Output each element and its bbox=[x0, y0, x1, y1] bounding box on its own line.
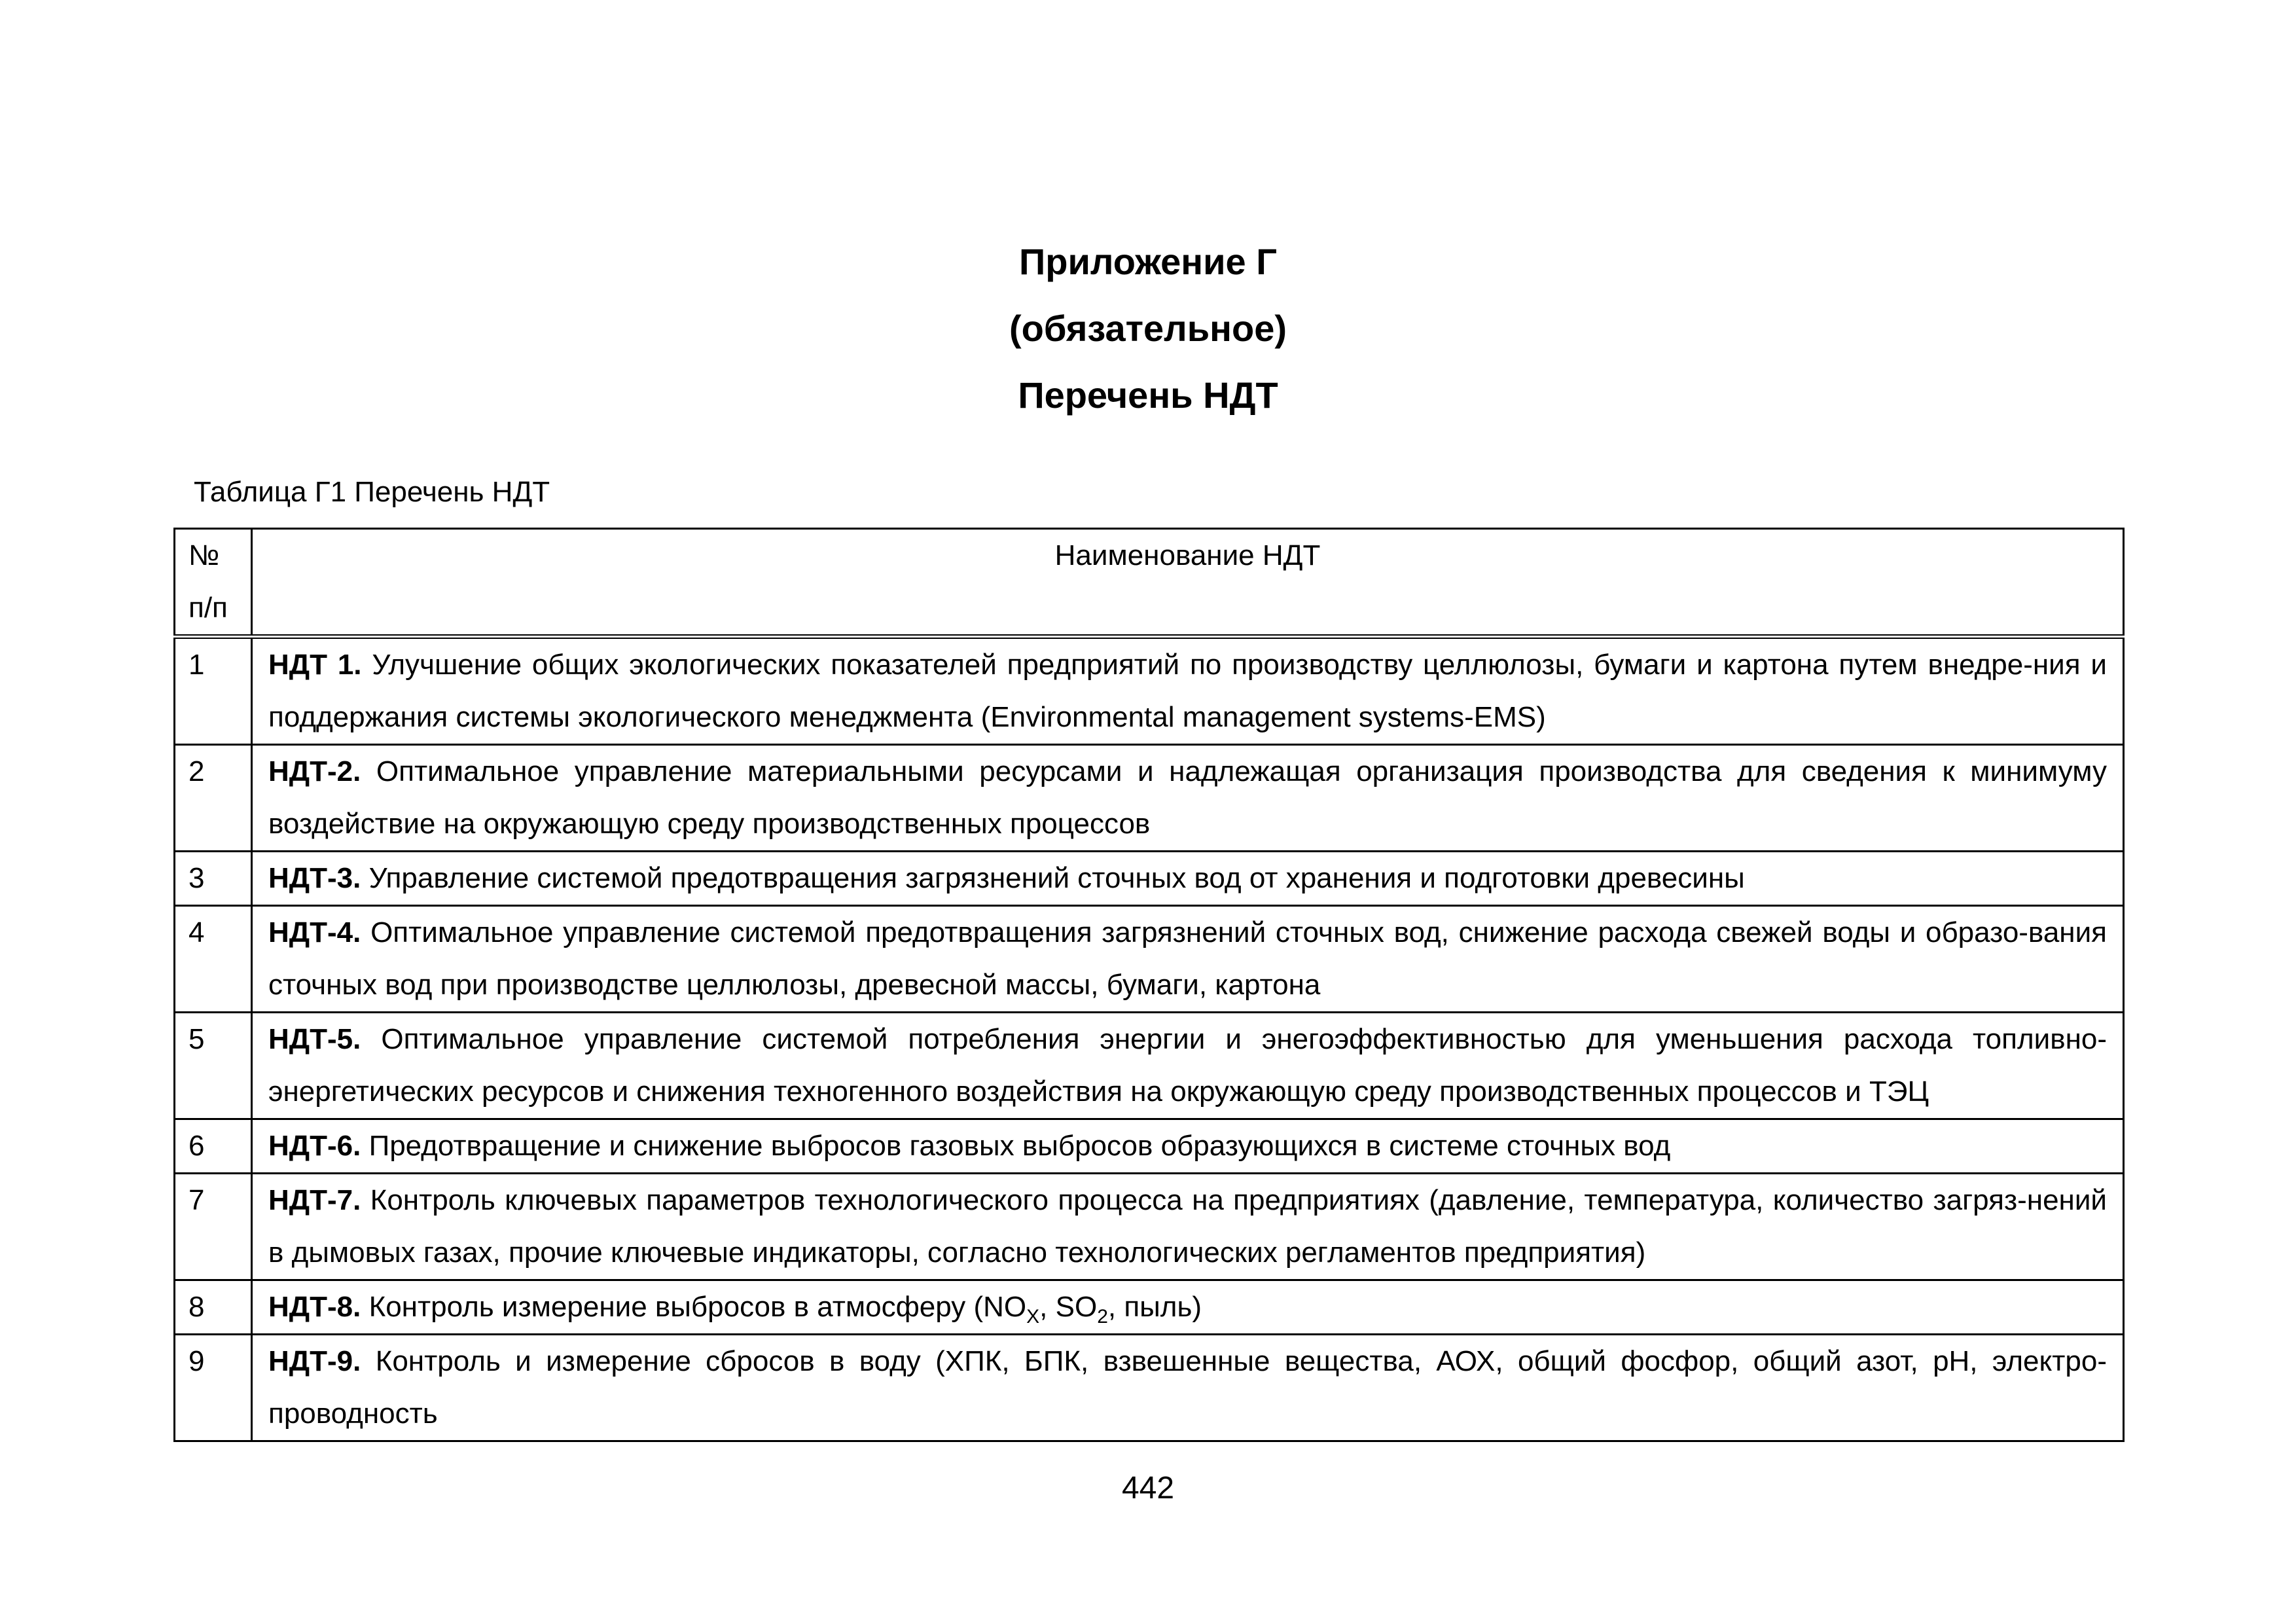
row-description: Предотвращение и снижение выбросов газовых выбросов образующихся в системе сточных вод bbox=[361, 1130, 1671, 1162]
row-number: 8 bbox=[175, 1280, 252, 1335]
row-description: Оптимальное управление материальными ресурсами и надлежащая организация производства для сведения к минимуму воздействие на окружающую среду производственных процессов bbox=[268, 755, 2107, 840]
row-number: 4 bbox=[175, 906, 252, 1013]
table-row bbox=[175, 637, 2124, 745]
ndt-table bbox=[173, 528, 2125, 1442]
subscript: X bbox=[1026, 1305, 1040, 1327]
row-lead: НДТ-2. bbox=[268, 755, 361, 787]
row-number: 7 bbox=[175, 1174, 252, 1280]
table-row bbox=[175, 1280, 2124, 1335]
row-lead: НДТ-6. bbox=[268, 1130, 361, 1162]
row-lead: НДТ-9. bbox=[268, 1345, 361, 1377]
row-description: Оптимальное управление системой потребления энергии и энегоэффективностью для уменьшения расхода топливно-энергетических ресурсов и снижения техногенного воздействия на окружающую среду производственных процессов и ТЭЦ bbox=[268, 1023, 2107, 1108]
row-description: Управление системой предотвращения загрязнений сточных вод от хранения и подготовки древесины bbox=[361, 862, 1745, 894]
row-text bbox=[252, 906, 2124, 1013]
table-row bbox=[175, 906, 2124, 1013]
row-description: Контроль ключевых параметров технологического процесса на предприятиях (давление, температура, количество загряз-нений в дымовых газах, прочие ключевые индикаторы, согласно технологических регламентов предприятия) bbox=[268, 1184, 2107, 1269]
row-number: 2 bbox=[175, 745, 252, 852]
table-row bbox=[175, 1174, 2124, 1280]
table-row bbox=[175, 852, 2124, 906]
row-description: Контроль и измерение сбросов в воду (ХПК, БПК, взвешенные вещества, АОХ, общий фосфор, общий азот, pH, электро-проводность bbox=[268, 1345, 2107, 1430]
row-text bbox=[252, 852, 2124, 906]
row-lead: НДТ-5. bbox=[268, 1023, 361, 1055]
row-description-part: Контроль измерение выбросов в атмосферу (NO bbox=[361, 1291, 1027, 1323]
row-number: 5 bbox=[175, 1013, 252, 1119]
row-text bbox=[252, 745, 2124, 852]
row-number: 3 bbox=[175, 852, 252, 906]
table-row bbox=[175, 1335, 2124, 1441]
row-number: 6 bbox=[175, 1119, 252, 1174]
table-header-row bbox=[175, 529, 2124, 637]
table-caption: Таблица Г1 Перечень НДТ bbox=[194, 476, 550, 508]
row-lead: НДТ-4. bbox=[268, 916, 361, 948]
row-text bbox=[252, 1119, 2124, 1174]
row-text bbox=[252, 1335, 2124, 1441]
row-number: 1 bbox=[175, 637, 252, 745]
appendix-status: (обязательное) bbox=[1009, 308, 1287, 349]
row-text bbox=[252, 637, 2124, 745]
page-number: 442 bbox=[1121, 1471, 1175, 1506]
row-description-part: , SO bbox=[1039, 1291, 1098, 1323]
row-text bbox=[252, 1174, 2124, 1280]
row-text bbox=[252, 1280, 2124, 1335]
row-lead: НДТ-3. bbox=[268, 862, 361, 894]
row-description: Оптимальное управление системой предотвращения загрязнений сточных вод, снижение расхода свежей воды и образо-вания сточных вод при производстве целлюлозы, древесной массы, бумаги, картона bbox=[268, 916, 2107, 1001]
row-lead: НДТ 1. bbox=[268, 649, 362, 681]
table-row bbox=[175, 1119, 2124, 1174]
row-description-part: , пыль) bbox=[1107, 1291, 1202, 1323]
appendix-subject: Перечень НДТ bbox=[1018, 374, 1278, 416]
subscript: 2 bbox=[1097, 1305, 1108, 1327]
appendix-title: Приложение Г bbox=[1019, 241, 1277, 282]
row-lead: НДТ-8. bbox=[268, 1291, 361, 1323]
row-number: 9 bbox=[175, 1335, 252, 1441]
row-text bbox=[252, 1013, 2124, 1119]
table-row bbox=[175, 745, 2124, 852]
row-lead: НДТ-7. bbox=[268, 1184, 361, 1216]
column-header-name: Наименование НДТ bbox=[252, 529, 2124, 637]
column-header-num: № п/п bbox=[175, 529, 252, 637]
row-description: Улучшение общих экологических показателей предприятий по производству целлюлозы, бумаги и картона путем внедре-ния и поддержания системы экологического менеджмента (Environmental management systems-EMS) bbox=[268, 649, 2107, 733]
table-row bbox=[175, 1013, 2124, 1119]
